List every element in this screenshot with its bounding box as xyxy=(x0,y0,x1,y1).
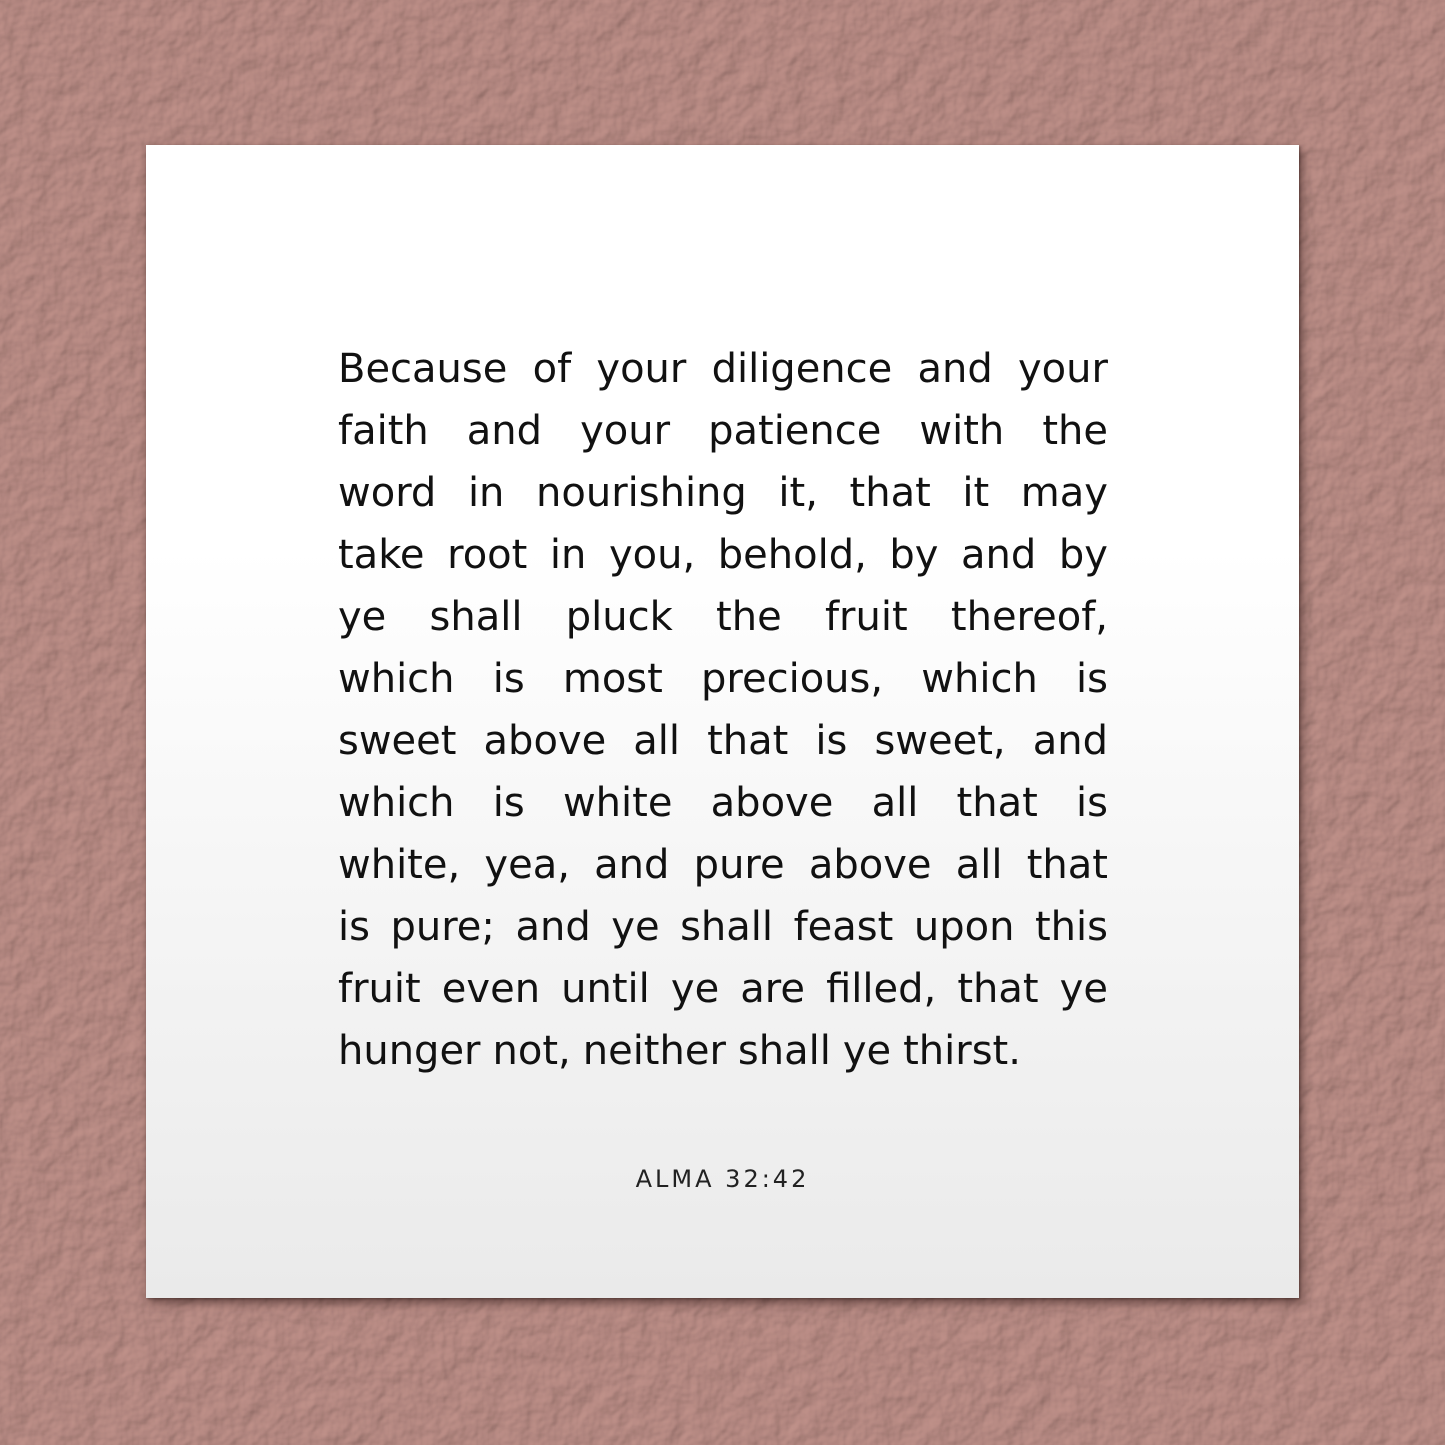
quote-word: are xyxy=(740,966,805,1012)
quote-word: and xyxy=(466,408,543,454)
quote-word: pure xyxy=(693,842,785,888)
quote-word: that xyxy=(956,780,1038,826)
quote-card xyxy=(146,145,1299,1298)
quote-word: is xyxy=(815,718,848,764)
quote-word: is xyxy=(1075,656,1108,702)
quote-word: shall xyxy=(737,1028,831,1074)
quote-line xyxy=(338,338,1108,400)
quote-word: hunger xyxy=(338,1028,481,1074)
quote-word: which xyxy=(921,656,1038,702)
quote-word: and xyxy=(917,346,993,392)
quote-word: pure; xyxy=(390,904,495,950)
quote-line xyxy=(338,1020,1108,1082)
quote-word: ye xyxy=(842,1028,892,1074)
quote-word: of xyxy=(532,346,572,392)
quote-text xyxy=(338,338,1108,1082)
quote-word: in xyxy=(467,470,505,516)
quote-word: this xyxy=(1034,904,1108,950)
quote-word: and xyxy=(961,532,1037,578)
quote-word: and xyxy=(1032,718,1108,764)
quote-word: take xyxy=(338,532,425,578)
quote-word: all xyxy=(633,718,681,764)
quote-word: sweet xyxy=(338,718,457,764)
quote-word: that xyxy=(849,470,931,516)
quote-word: by xyxy=(1058,532,1108,578)
quote-word: feast xyxy=(793,904,894,950)
quote-word: root xyxy=(447,532,528,578)
quote-word: and xyxy=(594,842,670,888)
quote-line xyxy=(338,896,1108,958)
quote-word: ye xyxy=(338,594,387,640)
quote-word: white, xyxy=(338,842,461,888)
quote-word: precious, xyxy=(701,656,884,702)
quote-word: that xyxy=(1026,842,1108,888)
quote-word: is xyxy=(492,656,525,702)
quote-word: word xyxy=(338,470,437,516)
quote-word: that xyxy=(957,966,1039,1012)
quote-word: and xyxy=(515,904,591,950)
quote-line xyxy=(338,400,1108,462)
quote-word: is xyxy=(492,780,525,826)
quote-word: it, xyxy=(778,470,818,516)
quote-word: ye xyxy=(1059,966,1108,1012)
quote-word: fruit xyxy=(338,966,421,1012)
quote-line xyxy=(338,710,1108,772)
quote-word: yea, xyxy=(484,842,570,888)
quote-word: that xyxy=(707,718,789,764)
quote-word: the xyxy=(1042,408,1108,454)
quote-word: shall xyxy=(680,904,774,950)
quote-word: your xyxy=(1018,346,1108,392)
quote-line xyxy=(338,462,1108,524)
quote-word: it xyxy=(962,470,990,516)
quote-line xyxy=(338,586,1108,648)
quote-word: in xyxy=(549,532,587,578)
scripture-reference: ALMA 32:42 xyxy=(635,1165,810,1193)
quote-word: until xyxy=(561,966,650,1012)
quote-word: behold, xyxy=(717,532,867,578)
quote-line xyxy=(338,648,1108,710)
quote-word: is xyxy=(1076,780,1108,826)
quote-word: not, xyxy=(492,1028,571,1074)
quote-line xyxy=(338,524,1108,586)
quote-word: above xyxy=(808,842,932,888)
quote-word: patience xyxy=(708,408,882,454)
quote-word: neither xyxy=(582,1028,726,1074)
quote-word: diligence xyxy=(711,346,893,392)
quote-word: filled, xyxy=(826,966,937,1012)
quote-word: all xyxy=(955,842,1003,888)
quote-word: your xyxy=(596,346,687,392)
quote-word: ye xyxy=(611,904,660,950)
quote-word: faith xyxy=(338,408,429,454)
quote-word: sweet, xyxy=(874,718,1006,764)
quote-word: thereof, xyxy=(950,594,1108,640)
quote-word: all xyxy=(871,780,919,826)
quote-word: ye xyxy=(670,966,720,1012)
quote-word: with xyxy=(919,408,1005,454)
quote-word: upon xyxy=(913,904,1015,950)
quote-word: fruit xyxy=(824,594,908,640)
quote-word: even xyxy=(441,966,541,1012)
quote-word: which xyxy=(338,656,455,702)
quote-word: white xyxy=(562,780,673,826)
quote-word: thirst. xyxy=(903,1028,1021,1074)
quote-word: Because xyxy=(338,346,508,392)
quote-word: above xyxy=(483,718,607,764)
quote-word: above xyxy=(710,780,834,826)
quote-line xyxy=(338,834,1108,896)
quote-word: most xyxy=(562,656,663,702)
quote-word: which xyxy=(338,780,455,826)
quote-word: you, xyxy=(608,532,696,578)
quote-line xyxy=(338,958,1108,1020)
quote-word: nourishing xyxy=(536,470,747,516)
quote-word: is xyxy=(338,904,370,950)
quote-line xyxy=(338,772,1108,834)
quote-word: may xyxy=(1020,470,1108,516)
quote-word: pluck xyxy=(565,594,673,640)
quote-word: shall xyxy=(429,594,523,640)
quote-word: the xyxy=(716,594,782,640)
quote-word: by xyxy=(889,532,939,578)
quote-word: your xyxy=(580,408,671,454)
